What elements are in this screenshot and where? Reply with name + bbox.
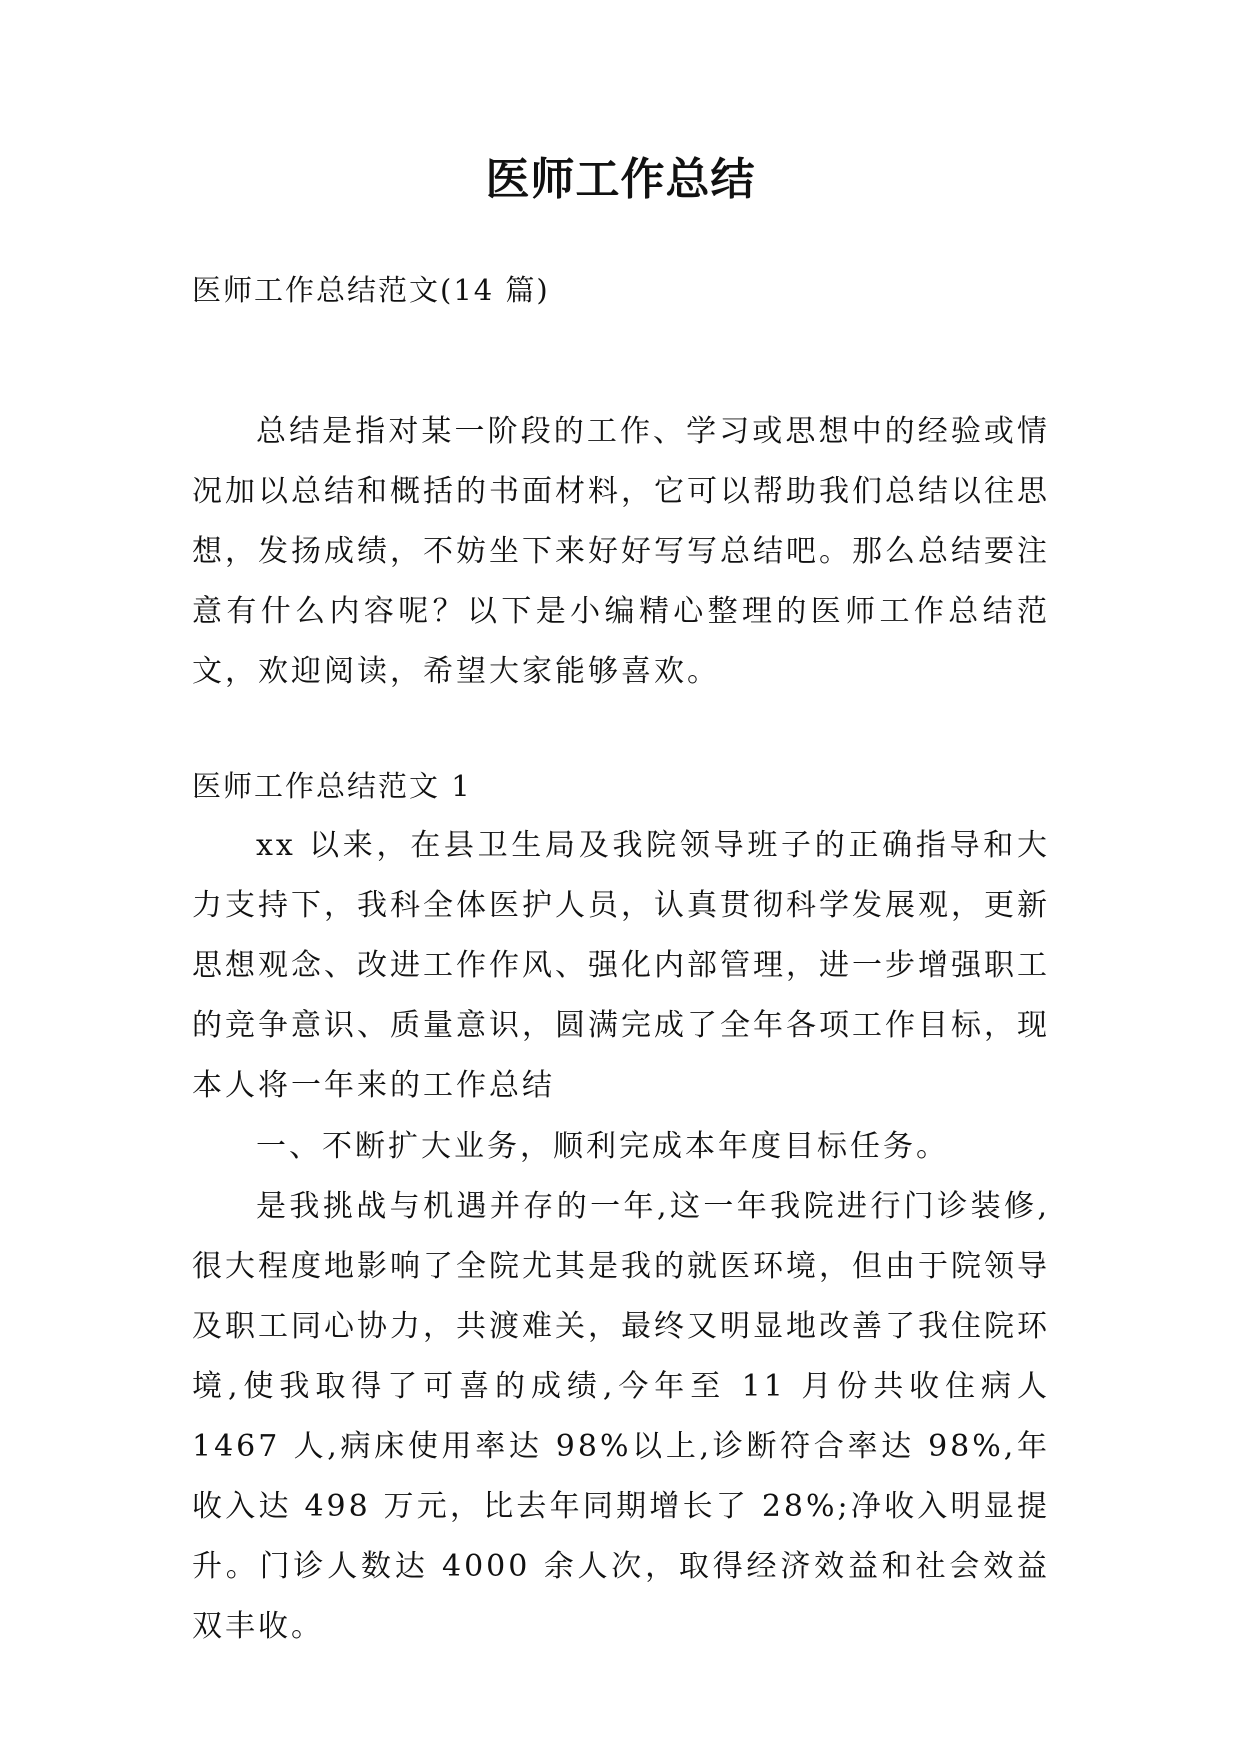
body-paragraph-1: xx 以来，在县卫生局及我院领导班子的正确指导和大力支持下，我科全体医护人员，认真贯彻科学发展观，更新思想观念、改进工作作风、强化内部管理，进一步增强职工的竞争意识、质量意识，圆满完成了全年各项工作目标，现本人将一年来的工作总结 [192,828,1050,1103]
document-title: 医师工作总结 [485,154,756,205]
item-heading: 一、不断扩大业务，顺利完成本年度目标任务。 [256,1129,949,1164]
body-paragraph-2: 是我挑战与机遇并存的一年,这一年我院进行门诊装修,很大程度地影响了全院尤其是我的就医环境，但由于院领导及职工同心协力，共渡难关，最终又明显地改善了我住院环境,使我取得了可喜的成绩,今年至 11 月份共收住病人 1467 人,病床使用率达 98%以上,诊断符合率达 98%,年收入达 498 万元，比去年同期增长了 28%;净收入明显提升。门诊人数达 4000 余人次，取得经济效益和社会效益双丰收。 [192,1189,1050,1644]
intro-paragraph: 总结是指对某一阶段的工作、学习或思想中的经验或情况加以总结和概括的书面材料，它可以帮助我们总结以往思想，发扬成绩，不妨坐下来好好写写总结吧。那么总结要注意有什么内容呢？以下是小编精心整理的医师工作总结范文，欢迎阅读，希望大家能够喜欢。 [192,414,1050,689]
document-subtitle: 医师工作总结范文(14 篇) [192,273,550,307]
section-heading: 医师工作总结范文 1 [192,769,472,803]
